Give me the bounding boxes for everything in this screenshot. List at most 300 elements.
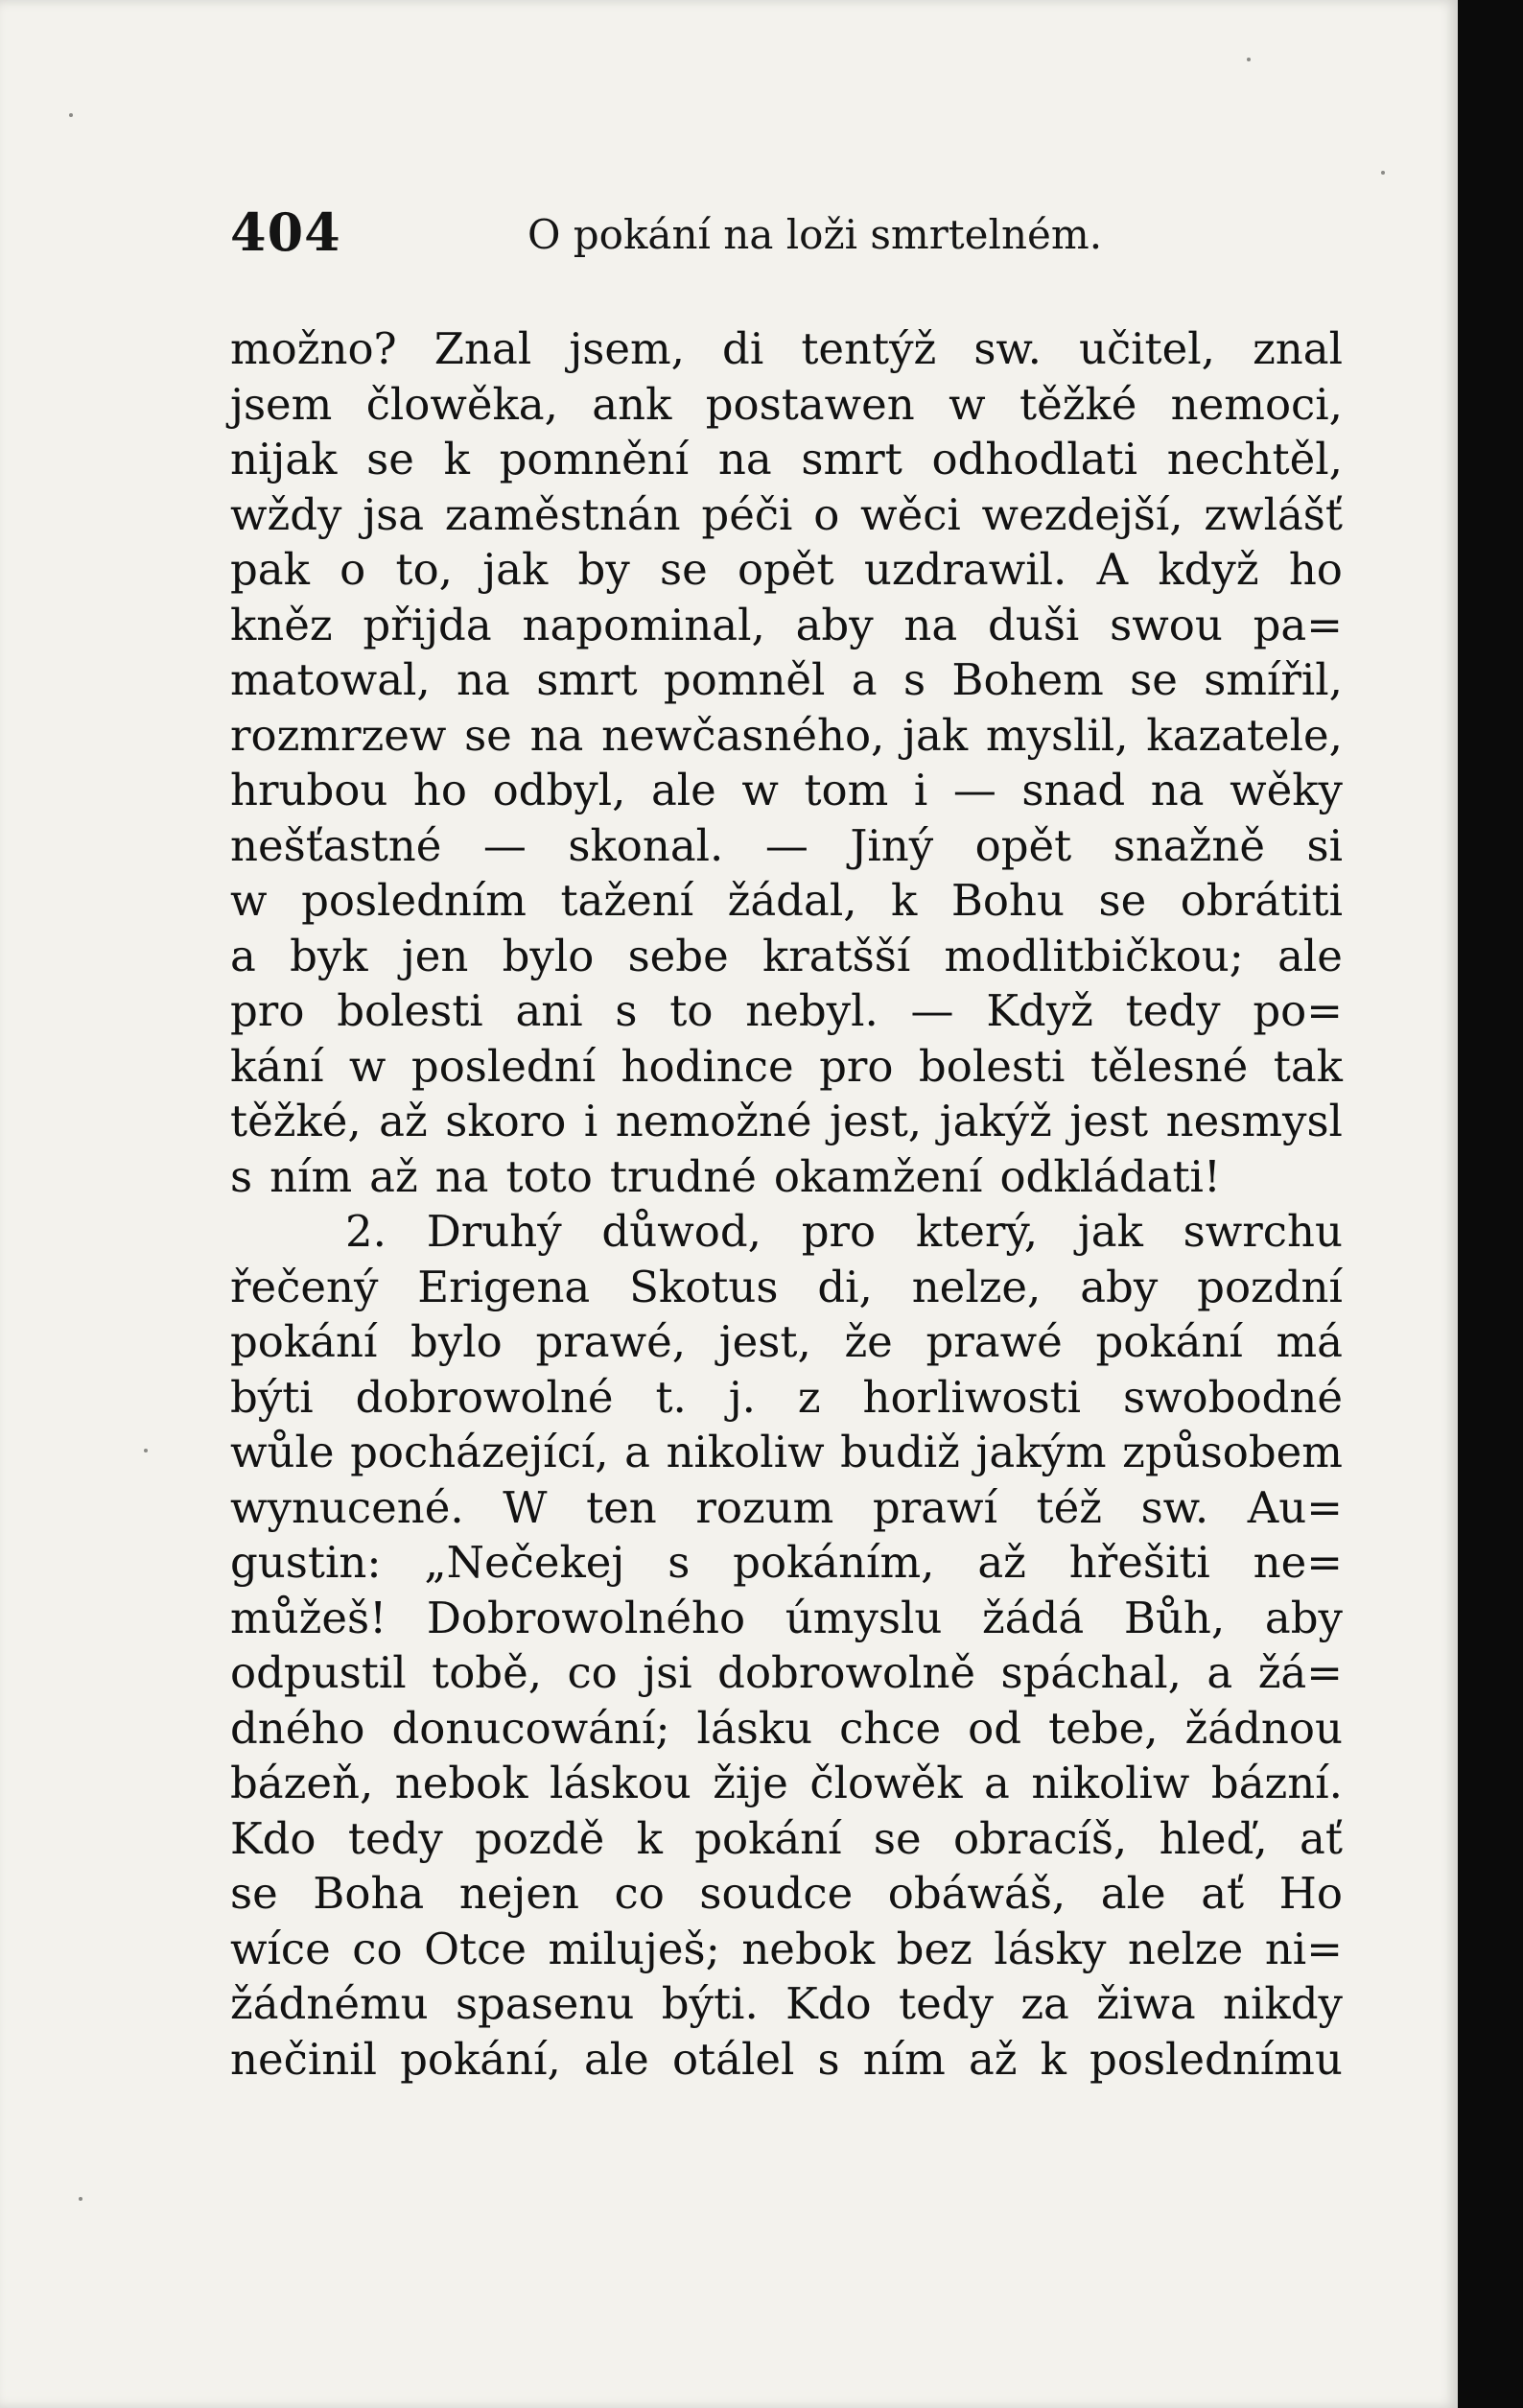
word: nechtěl,: [1166, 434, 1343, 484]
word: na: [903, 599, 958, 650]
word: po=: [1253, 985, 1343, 1036]
word: hřešiti: [1068, 1537, 1210, 1588]
word: odbyl,: [492, 765, 626, 815]
word: pa=: [1253, 599, 1343, 650]
word: Dobrowolného: [426, 1592, 746, 1643]
word: jak: [902, 709, 969, 761]
text-line: [230, 377, 1343, 433]
word: hodince: [621, 1040, 794, 1092]
word: jsem,: [569, 323, 685, 374]
word: s: [668, 1537, 691, 1588]
word: se: [464, 709, 512, 761]
word: wíce: [230, 1923, 331, 1974]
word: způsobem: [1122, 1427, 1343, 1477]
text-line: [230, 1976, 1343, 2032]
text-line: [230, 1922, 1343, 1977]
word: za: [1020, 1978, 1069, 2029]
word: A: [1096, 544, 1129, 595]
word: tažení: [560, 875, 694, 926]
word: swobodné: [1122, 1371, 1343, 1423]
text-line: [230, 1535, 1343, 1591]
word: a: [624, 1427, 650, 1477]
word: bázní.: [1210, 1758, 1343, 1808]
word: prawé: [926, 1316, 1063, 1367]
word: žiwa: [1096, 1978, 1196, 2029]
word: ním: [862, 2033, 946, 2085]
word: Druhý: [426, 1206, 562, 1257]
word: ale: [583, 2033, 649, 2085]
text-line: [230, 1370, 1343, 1426]
word: žádnou: [1184, 1702, 1343, 1754]
word: až: [968, 2033, 1018, 2085]
word: newčasného,: [601, 709, 885, 761]
word: jen: [401, 930, 469, 981]
word: se: [1098, 875, 1147, 926]
word: rozmrzew: [230, 709, 447, 761]
word: postawen: [705, 378, 915, 430]
word: tom: [804, 765, 889, 815]
word: k: [891, 875, 918, 926]
word: odpustil: [230, 1647, 407, 1698]
word: se: [1130, 654, 1178, 705]
word: až: [369, 1150, 418, 1202]
word: důwod,: [601, 1206, 762, 1257]
word: poslednímu: [1090, 2033, 1343, 2085]
word: Bohu: [950, 875, 1065, 926]
text-line: [230, 542, 1343, 598]
word: kání: [230, 1040, 324, 1092]
word: a: [984, 1758, 1010, 1808]
word: pomněl: [663, 654, 826, 705]
word: W: [503, 1481, 548, 1533]
word: nikdy: [1223, 1978, 1343, 2029]
paper-speck: [69, 113, 73, 117]
word: napominal,: [522, 599, 765, 650]
text-line: [230, 1480, 1343, 1536]
word: swou: [1110, 599, 1223, 650]
word: k: [443, 434, 470, 484]
word: rozum: [695, 1481, 834, 1533]
word: jest,: [718, 1316, 811, 1367]
paper-speck: [144, 1449, 148, 1452]
word: pokání: [1095, 1316, 1243, 1367]
word: řečený: [230, 1261, 379, 1312]
running-title: O pokání na loži smrtelném.: [527, 211, 1103, 258]
word: tentýž: [801, 323, 937, 374]
word: jak: [1077, 1206, 1143, 1257]
word: jsi: [643, 1647, 692, 1698]
word: když: [1158, 544, 1259, 595]
word: tedy: [1125, 985, 1221, 1036]
word: možno?: [230, 323, 397, 374]
word: —: [482, 819, 527, 871]
word: horliwosti: [862, 1371, 1082, 1423]
word: spasenu: [455, 1978, 635, 2029]
word: 2.: [345, 1206, 387, 1257]
word: snad: [1021, 765, 1126, 815]
body-text: [230, 321, 1343, 2087]
word: býti.: [661, 1978, 759, 2029]
paper-speck: [1247, 58, 1251, 61]
text-line: [230, 1701, 1343, 1757]
word: sw.: [973, 323, 1042, 374]
word: nebyl.: [745, 985, 879, 1036]
word: bylo: [502, 930, 595, 981]
word: wůle: [230, 1427, 335, 1477]
word: ať: [1300, 1812, 1343, 1864]
word: ani: [515, 985, 583, 1036]
word: se: [873, 1812, 922, 1864]
word: i: [583, 1096, 598, 1146]
word: co: [352, 1923, 403, 1974]
word: můžeš!: [230, 1592, 387, 1643]
word: tělesné: [1090, 1040, 1249, 1092]
word: těžké,: [230, 1096, 362, 1146]
text-line: [230, 1260, 1343, 1315]
word: aby: [795, 599, 874, 650]
word: až: [977, 1537, 1026, 1588]
word: na: [457, 654, 510, 705]
word: wěci: [860, 488, 961, 540]
word: aby: [1264, 1592, 1343, 1643]
text-line: [230, 487, 1343, 543]
word: se: [230, 1868, 278, 1919]
word: co: [567, 1647, 618, 1698]
paper-speck: [1381, 171, 1385, 175]
word: obrátiti: [1180, 875, 1343, 926]
word: to: [669, 985, 714, 1036]
word: jsem: [230, 378, 333, 430]
word: bolesti: [337, 985, 483, 1036]
word: obracíš,: [952, 1812, 1128, 1864]
word: jakým: [975, 1427, 1107, 1477]
word: aby: [1080, 1261, 1159, 1312]
word: Znal: [433, 323, 532, 374]
word: chce: [839, 1702, 942, 1754]
word: znal: [1253, 323, 1343, 374]
word: Otce: [424, 1923, 527, 1974]
word: sebe: [627, 930, 729, 981]
word: odkládati!: [999, 1150, 1222, 1202]
word: j.: [728, 1371, 756, 1423]
word: to,: [395, 544, 453, 595]
word: trudné: [609, 1150, 757, 1202]
word: jak: [482, 544, 549, 595]
word: Bohem: [951, 654, 1104, 705]
word: jest: [1069, 1096, 1149, 1146]
text-line: [230, 1149, 1343, 1205]
text-line: [230, 1039, 1343, 1095]
word: na: [1150, 765, 1205, 815]
word: ne=: [1253, 1537, 1343, 1588]
word: ať: [1201, 1868, 1245, 1919]
text-line: [230, 818, 1343, 874]
word: w: [348, 1040, 387, 1092]
word: posledním: [301, 875, 527, 926]
word: až: [379, 1096, 428, 1146]
word: prawí: [872, 1481, 997, 1533]
word: též: [1036, 1481, 1102, 1533]
word: soudce: [699, 1868, 854, 1919]
word: nikoliw: [666, 1427, 825, 1477]
word: by: [577, 544, 630, 595]
word: „Nečekej: [424, 1537, 625, 1588]
word: ale: [1277, 930, 1343, 981]
word: se: [366, 434, 414, 484]
word: donucowání;: [391, 1702, 670, 1754]
text-line: [230, 1094, 1343, 1149]
word: Kdo: [785, 1978, 872, 2029]
word: a: [230, 930, 256, 981]
word: lásky: [994, 1923, 1107, 1974]
word: učitel,: [1078, 323, 1215, 374]
word: že: [844, 1316, 893, 1367]
word: poslední: [410, 1040, 597, 1092]
word: skonal.: [568, 819, 724, 871]
word: nešťastné: [230, 819, 442, 871]
word: ale: [650, 765, 716, 815]
word: odhodlati: [931, 434, 1137, 484]
word: z: [797, 1371, 821, 1423]
word: ten: [586, 1481, 657, 1533]
word: Jiný: [850, 819, 934, 871]
word: zwlášť: [1204, 488, 1343, 540]
word: i: [913, 765, 928, 815]
text-line: [230, 1756, 1343, 1811]
word: ale: [1100, 1868, 1166, 1919]
word: swrchu: [1183, 1206, 1343, 1257]
word: toto: [505, 1150, 593, 1202]
word: —: [952, 765, 996, 815]
text-line: [230, 1811, 1343, 1867]
word: pro: [230, 985, 305, 1036]
word: w: [230, 875, 268, 926]
word: Ho: [1278, 1868, 1343, 1919]
word: se: [660, 544, 708, 595]
word: tedy: [899, 1978, 994, 2029]
word: nelze: [1127, 1923, 1244, 1974]
word: prawé,: [535, 1316, 687, 1367]
word: Bůh,: [1123, 1592, 1226, 1643]
text-line: [230, 1425, 1343, 1480]
word: pro: [801, 1206, 877, 1257]
word: žije: [713, 1758, 788, 1808]
word: má: [1276, 1316, 1343, 1367]
word: byk: [290, 930, 368, 981]
page-number: 404: [230, 201, 341, 263]
word: nemožné: [615, 1096, 812, 1146]
word: duši: [988, 599, 1080, 650]
word: opět: [974, 819, 1072, 871]
text-line: [230, 652, 1343, 708]
word: wynucené.: [230, 1481, 464, 1533]
word: s: [615, 985, 638, 1036]
word: o: [340, 544, 366, 595]
word: snažně: [1113, 819, 1265, 871]
word: který,: [915, 1206, 1039, 1257]
word: žádnému: [230, 1978, 429, 2029]
word: dného: [230, 1702, 365, 1754]
word: okamžení: [773, 1150, 983, 1202]
text-line: [230, 1645, 1343, 1701]
word: smrt: [536, 654, 638, 705]
paper-speck: [79, 2197, 82, 2201]
word: Když: [986, 985, 1093, 1036]
word: wezdejší,: [981, 488, 1183, 540]
word: těžké: [1019, 378, 1137, 430]
word: bolesti: [918, 1040, 1066, 1092]
word: s: [902, 654, 926, 705]
word: Boha: [313, 1868, 425, 1919]
text-line: [230, 432, 1343, 487]
word: tak: [1273, 1040, 1343, 1092]
text-line: [230, 1204, 1343, 1260]
word: smrt: [801, 434, 902, 484]
word: nemoci,: [1170, 378, 1343, 430]
word: —: [764, 819, 808, 871]
word: skoro: [445, 1096, 567, 1146]
text-line: [230, 1591, 1343, 1646]
word: kazatele,: [1146, 709, 1343, 761]
word: pokání,: [400, 2033, 561, 2085]
word: nebok: [394, 1758, 528, 1808]
word: žá=: [1257, 1647, 1343, 1698]
word: člowěka,: [365, 378, 558, 430]
word: člowěk: [809, 1758, 963, 1808]
word: ním: [269, 1150, 353, 1202]
word: opět: [738, 544, 834, 595]
word: gustin:: [230, 1537, 382, 1588]
word: Kdo: [230, 1812, 316, 1864]
word: wždy: [230, 488, 342, 540]
word: Erigena: [417, 1261, 591, 1312]
word: uzdrawil.: [863, 544, 1067, 595]
word: hleď,: [1159, 1812, 1268, 1864]
word: myslil,: [985, 709, 1129, 761]
word: nebok: [741, 1923, 876, 1974]
word: w: [741, 765, 779, 815]
word: bez: [896, 1923, 972, 1974]
word: s: [817, 2033, 840, 2085]
word: ni=: [1264, 1923, 1343, 1974]
word: pokáním,: [733, 1537, 935, 1588]
text-line: [230, 763, 1343, 818]
word: pokání: [230, 1316, 378, 1367]
word: pak: [230, 544, 310, 595]
text-line: [230, 708, 1343, 764]
text-line: [230, 598, 1343, 653]
word: nelze,: [911, 1261, 1042, 1312]
word: a: [1207, 1647, 1233, 1698]
word: smířil,: [1204, 654, 1343, 705]
word: t.: [655, 1371, 687, 1423]
word: od: [968, 1702, 1022, 1754]
word: miluješ;: [548, 1923, 720, 1974]
text-line: [230, 321, 1343, 377]
word: láskou: [550, 1758, 691, 1808]
word: péči: [701, 488, 793, 540]
word: žádal,: [727, 875, 857, 926]
word: a: [851, 654, 878, 705]
word: co: [614, 1868, 665, 1919]
word: di,: [817, 1261, 873, 1312]
word: úmyslu: [785, 1592, 943, 1643]
word: nesmysl: [1165, 1096, 1343, 1146]
text-line: [230, 1314, 1343, 1370]
word: lásku: [696, 1702, 813, 1754]
word: nečinil: [230, 2033, 377, 2085]
word: pro: [819, 1040, 894, 1092]
word: —: [910, 985, 954, 1036]
word: wěky: [1230, 765, 1343, 815]
word: budiž: [840, 1427, 960, 1477]
word: o: [813, 488, 840, 540]
text-line: [230, 873, 1343, 929]
word: dobrowolně: [717, 1647, 976, 1698]
word: si: [1306, 819, 1343, 871]
word: na: [529, 709, 584, 761]
word: bázeň,: [230, 1758, 374, 1808]
word: tebe,: [1048, 1702, 1159, 1754]
word: spáchal,: [1000, 1647, 1182, 1698]
word: k: [636, 1812, 663, 1864]
word: žádá: [982, 1592, 1085, 1643]
word: jest,: [830, 1096, 923, 1146]
word: jakýž: [939, 1096, 1052, 1146]
word: býti: [230, 1371, 314, 1423]
word: přijda: [363, 599, 492, 650]
text-line: [230, 1866, 1343, 1922]
word: kratšší: [762, 930, 911, 981]
word: s: [230, 1150, 253, 1202]
word: nijak: [230, 434, 338, 484]
word: hrubou: [230, 765, 388, 815]
word: w: [949, 378, 986, 430]
word: modlitbičkou;: [944, 930, 1244, 981]
text-line: [230, 983, 1343, 1039]
word: bylo: [410, 1316, 503, 1367]
word: tedy: [347, 1812, 443, 1864]
text-line: [230, 929, 1343, 984]
text-line: [230, 2032, 1343, 2088]
word: nejen: [458, 1868, 579, 1919]
word: na: [717, 434, 772, 484]
word: tobě,: [432, 1647, 543, 1698]
word: ho: [1288, 544, 1343, 595]
word: pocházející,: [350, 1427, 609, 1477]
word: sw.: [1140, 1481, 1209, 1533]
word: kněz: [230, 599, 333, 650]
word: Au=: [1247, 1481, 1343, 1533]
word: na: [434, 1150, 489, 1202]
word: di: [722, 323, 764, 374]
word: dobrowolné: [355, 1371, 614, 1423]
word: zaměstnán: [444, 488, 681, 540]
word: jsa: [363, 488, 425, 540]
word: k: [1040, 2033, 1066, 2085]
word: nikoliw: [1031, 1758, 1190, 1808]
word: otálel: [671, 2033, 795, 2085]
word: pozdě: [475, 1812, 605, 1864]
page-header: [230, 201, 1343, 278]
word: Skotus: [629, 1261, 779, 1312]
word: pomnění: [499, 434, 690, 484]
word: obáwáš,: [887, 1868, 1066, 1919]
word: pozdní: [1197, 1261, 1343, 1312]
word: matowal,: [230, 654, 431, 705]
word: ho: [412, 765, 467, 815]
word: ank: [592, 378, 672, 430]
